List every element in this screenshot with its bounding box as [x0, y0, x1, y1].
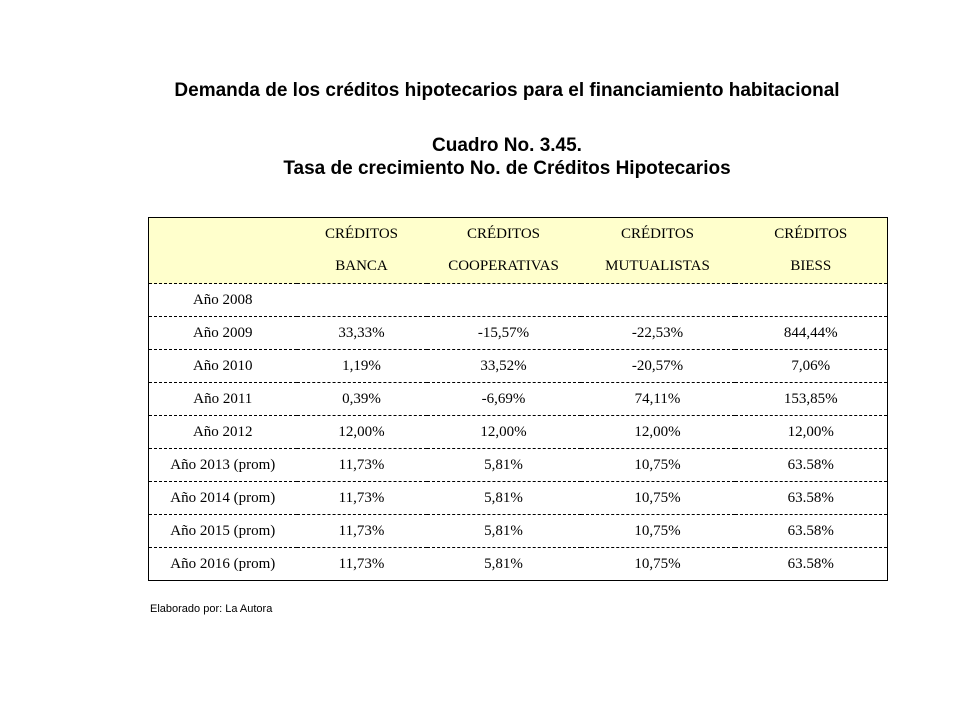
table-cell: 11,73%: [297, 515, 427, 548]
table-cell: 1,19%: [297, 350, 427, 383]
header-empty-cell: [149, 251, 297, 284]
column-header-banca-line1: CRÉDITOS: [324, 225, 399, 242]
table-row: [149, 449, 888, 482]
table-body: [149, 284, 888, 581]
table-cell: 33,52%: [427, 350, 581, 383]
table-cell: 5,81%: [427, 449, 581, 482]
table-row: [149, 482, 888, 515]
row-label: Año 2008: [149, 284, 297, 317]
table-cell: 12,00%: [297, 416, 427, 449]
table-cell: 844,44%: [735, 317, 888, 350]
table-cell: 5,81%: [427, 482, 581, 515]
table-cell: 7,06%: [735, 350, 888, 383]
table-cell: 33,33%: [297, 317, 427, 350]
table-cell: -6,69%: [427, 383, 581, 416]
table-header-row-2: [149, 251, 888, 284]
table-number: Cuadro No. 3.45.: [432, 135, 582, 156]
table-cell: 10,75%: [581, 515, 735, 548]
table-cell: -15,57%: [427, 317, 581, 350]
table-cell: 11,73%: [297, 548, 427, 581]
column-header-biess-line2: BIESS: [790, 258, 832, 275]
column-header-mutualistas-line1: CRÉDITOS: [620, 225, 695, 242]
table-cell: 10,75%: [581, 482, 735, 515]
column-header-banca-line2: BANCA: [335, 258, 388, 275]
table-row: [149, 383, 888, 416]
table-cell: 153,85%: [735, 383, 888, 416]
table-cell: [735, 284, 888, 317]
table-title: Tasa de crecimiento No. de Créditos Hipotecarios: [283, 158, 731, 179]
table-row: [149, 317, 888, 350]
table-cell: 63.58%: [735, 482, 888, 515]
table-cell: 63.58%: [735, 515, 888, 548]
source-note: Elaborado por: La Autora: [150, 603, 273, 615]
table-cell: 63.58%: [735, 548, 888, 581]
table-cell: 74,11%: [581, 383, 735, 416]
table-cell: 12,00%: [735, 416, 888, 449]
row-label: Año 2010: [149, 350, 297, 383]
table-cell: -20,57%: [581, 350, 735, 383]
column-header-cooperativas-line1: CRÉDITOS: [466, 225, 541, 242]
column-header-mutualistas-line2: MUTUALISTAS: [605, 258, 710, 275]
table-cell: -22,53%: [581, 317, 735, 350]
row-label: Año 2015 (prom): [149, 515, 297, 548]
growth-rate-table: [148, 217, 888, 581]
table-cell: 12,00%: [427, 416, 581, 449]
row-label: Año 2014 (prom): [149, 482, 297, 515]
column-header-biess-line1: CRÉDITOS: [774, 225, 848, 242]
table-row: [149, 548, 888, 581]
row-label: Año 2011: [149, 383, 297, 416]
column-header-cooperativas-line2: COOPERATIVAS: [448, 258, 559, 275]
row-label: Año 2013 (prom): [149, 449, 297, 482]
table-cell: 5,81%: [427, 515, 581, 548]
row-label: Año 2016 (prom): [149, 548, 297, 581]
table-cell: [581, 284, 735, 317]
table-row: [149, 416, 888, 449]
table-cell: [297, 284, 427, 317]
row-label: Año 2012: [149, 416, 297, 449]
row-label: Año 2009: [149, 317, 297, 350]
table-cell: [427, 284, 581, 317]
header-empty-cell: [149, 218, 297, 251]
table-header-row-1: [149, 218, 888, 251]
table-cell: 5,81%: [427, 548, 581, 581]
table-row: [149, 515, 888, 548]
table-cell: 10,75%: [581, 548, 735, 581]
table-row: [149, 284, 888, 317]
table-row: [149, 350, 888, 383]
table-cell: 0,39%: [297, 383, 427, 416]
table-cell: 11,73%: [297, 482, 427, 515]
document-title: Demanda de los créditos hipotecarios para el financiamiento habitacional: [174, 80, 840, 101]
table-cell: 11,73%: [297, 449, 427, 482]
table-cell: 12,00%: [581, 416, 735, 449]
table-cell: 10,75%: [581, 449, 735, 482]
table-cell: 63.58%: [735, 449, 888, 482]
